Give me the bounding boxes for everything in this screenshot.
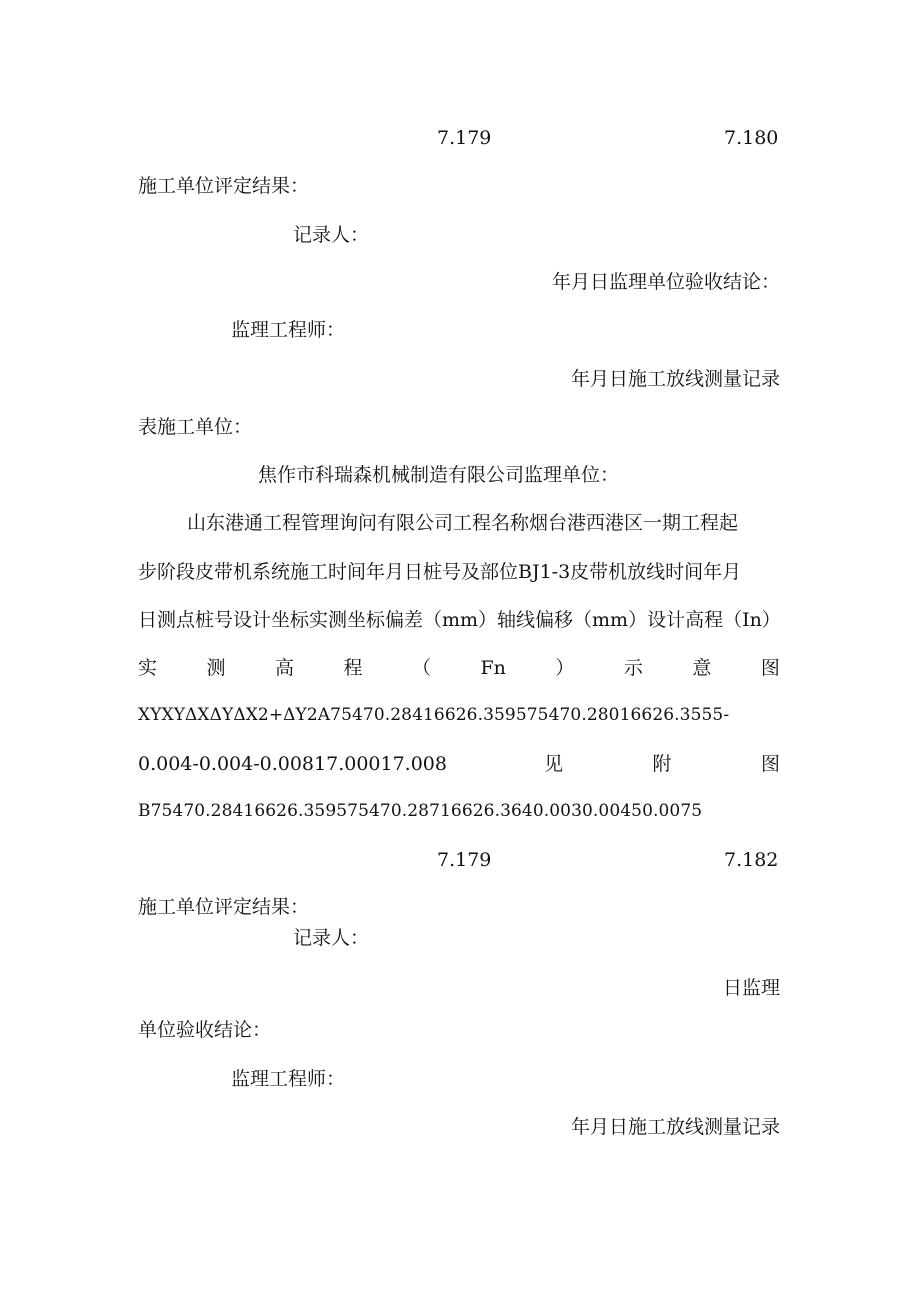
data-line-6-left: 0.004-0.004-0.00817.00017.008 <box>138 753 447 775</box>
spread-char: 附 <box>652 753 672 775</box>
supervision-conclusion-part-2: 单位验收结论： <box>138 1019 272 1041</box>
value-7182: 7.182 <box>724 849 779 871</box>
paragraph-line-4 <box>138 659 780 678</box>
spread-char: 测 <box>206 657 226 679</box>
record-title-line-2: 年月日施工放线测量记录 <box>570 1116 780 1138</box>
spread-char: （ <box>412 657 432 679</box>
recorder-label-1: 记录人： <box>293 224 370 246</box>
data-line-7: B75470.28416626.359575470.28716626.3640.0030.00450.0075 <box>138 801 703 821</box>
paragraph-line-2: 步阶段皮带机系统施工时间年月日桩号及部位BJ1-3皮带机放线时间年月 <box>138 561 742 583</box>
value-7179-a: 7.179 <box>437 127 492 149</box>
paragraph-line-3: 日测点桩号设计坐标实测坐标偏差（mm）轴线偏移（mm）设计高程（In） <box>138 609 781 631</box>
spread-char: ） <box>555 657 575 679</box>
record-title-line-1: 年月日施工放线测量记录 <box>570 368 780 390</box>
spread-char: Fn <box>480 657 506 679</box>
recorder-label-2: 记录人： <box>293 927 370 949</box>
company-supervision-line: 焦作市科瑞森机械制造有限公司监理单位： <box>258 464 620 486</box>
supervising-engineer-label-1: 监理工程师： <box>231 319 346 341</box>
spread-char: 意 <box>692 657 712 679</box>
spread-char: 程 <box>343 657 363 679</box>
supervising-engineer-label-2: 监理工程师： <box>231 1068 346 1090</box>
data-line-6-spread <box>544 755 780 774</box>
paragraph-line-1: 山东港通工程管理询问有限公司工程名称烟台港西港区一期工程起 <box>187 512 739 534</box>
table-construction-unit: 表施工单位： <box>138 416 253 438</box>
spread-char: 见 <box>544 753 564 775</box>
spread-char: 高 <box>275 657 295 679</box>
spread-char: 实 <box>138 657 158 679</box>
value-7179-b: 7.179 <box>437 849 492 871</box>
supervision-conclusion-part-1: 日监理 <box>722 977 780 999</box>
value-7180: 7.180 <box>724 127 779 149</box>
construction-eval-label-2: 施工单位评定结果： <box>138 896 310 918</box>
supervision-conclusion-line-1: 年月日监理单位验收结论： <box>551 271 780 293</box>
spread-char: 图 <box>760 657 780 679</box>
construction-eval-label-1: 施工单位评定结果： <box>138 175 310 197</box>
spread-char: 图 <box>760 753 780 775</box>
spread-char: 示 <box>623 657 643 679</box>
data-line-5: XYXYΔXΔYΔX2+ΔY2A75470.28416626.359575470.28016626.3555- <box>138 705 730 725</box>
